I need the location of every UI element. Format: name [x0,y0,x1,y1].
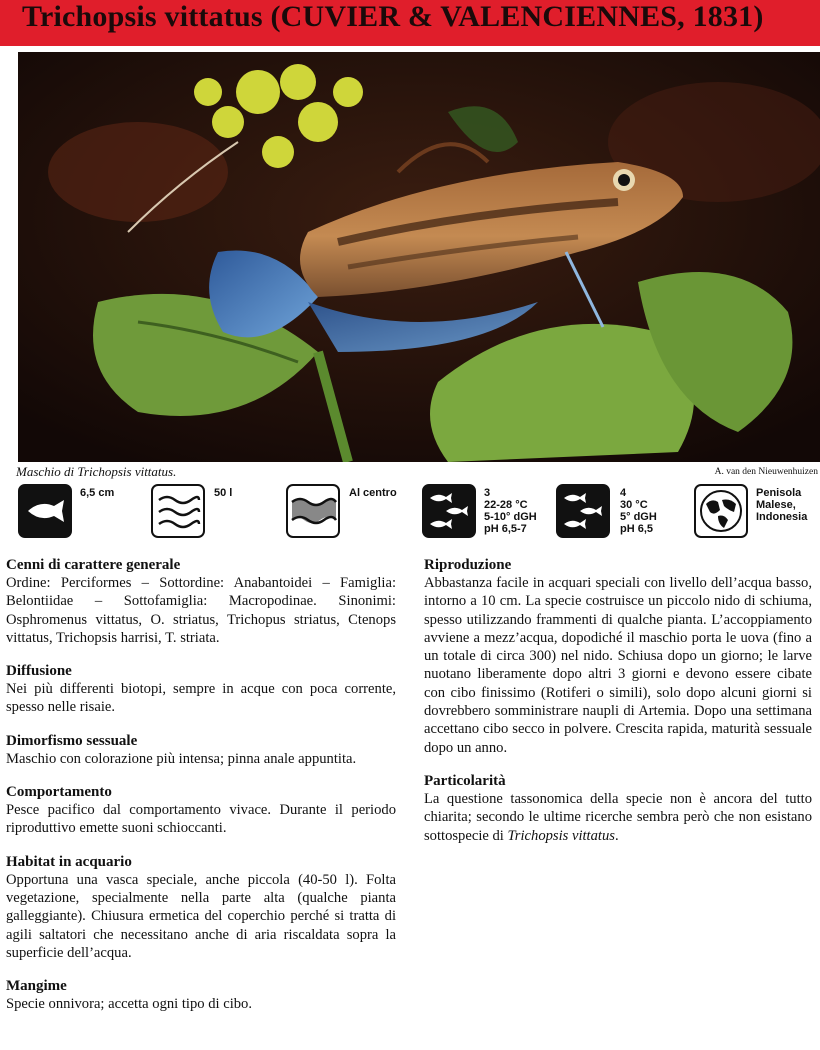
photo-credit: A. van den Nieuwenhuizen [714,467,818,477]
particularity-text-c: . [614,827,619,844]
section-particularity [424,772,812,845]
habitat-heading: Habitat in acquario [6,853,132,870]
right-column [424,556,812,860]
breeding-b-label: 4 30 °C 5° dGH pH 6,5 [620,487,657,535]
breeding-icon [556,484,610,538]
section-behavior [6,783,396,838]
section-habitat [6,853,396,962]
page-title: Trichopsis vittatus (CUVIER & VALENCIENNES, 1831) [22,0,764,33]
breeding-a-label: 3 22-28 °C 5-10° dGH pH 6,5-7 [484,487,537,535]
general-heading: Cenni di carattere generale [6,557,181,573]
size-label: 6,5 cm [80,487,115,499]
behavior-heading: Comportamento [6,784,112,801]
particularity-text [424,790,812,845]
region-label: Penisola Malese, Indonesia [756,487,808,523]
volume-label: 50 l [214,487,233,499]
level-label: Al centro [349,487,397,499]
fish-size-icon [18,484,72,538]
left-column [6,556,396,1028]
section-dimorphism [6,732,396,768]
particularity-heading: Particolarità [424,772,506,789]
food-text: Specie onnivora; accetta ogni tipo di cibo. [6,996,252,1013]
diffusion-heading: Diffusione [6,663,72,680]
section-food [6,977,396,1013]
reproduction-text: Abbastanza facile in acquari speciali con livello dell’acqua basso, intorno a 10 cm. La specie costruisce un piccolo nido di schiuma, spesso utilizzando frammenti di qualche pianta. L’accoppiamento avviene a mezz’acqua, dopodiché il maschio porta le uova (fino a un totale di circa 300) nel nido. Schiusa dopo un giorno; le larve nuotano liberamente dopo altri 3 giorni e devono essere cibate con cibo finissimo (Rotiferi o simili), solo dopo alcuni giorni si dovrebbero somministrare naupli di Artemia. Dopo una settimana accettano cibo secco in polvere. Crescita rapida, maturità sessuale dopo un anno. [424,575,812,756]
particularity-species: Trichopsis vittatus [507,827,615,844]
diffusion-text: Nei più differenti biotopi, sempre in acque con poca corrente, spesso nelle risaie. [6,681,396,716]
particularity-text-a: La questione tassonomica della specie non è ancora del tutto chiarita; secondo le ultime ricerche sembra però che non esistano sottospecie di [424,790,812,844]
info-icons [0,484,820,546]
dimorphism-heading: Dimorfismo sessuale [6,732,138,749]
section-diffusion [6,662,396,717]
photo-caption: Maschio di Trichopsis vittatus. [16,464,177,479]
behavior-text: Pesce pacifico dal comportamento vivace. Durante il periodo riproduttivo emette suoni schioccanti. [6,802,396,837]
temperament-icon [422,484,476,538]
swim-level-icon [286,484,340,538]
food-heading: Mangime [6,978,67,995]
title-bar [0,0,820,46]
habitat-text: Opportuna una vasca speciale, anche piccola (40-50 l). Folta vegetazione, specialmente nella parte alta (qualche pianta galleggiante). Chiusura ermetica del coperchio perché si tratta di agili saltatori che necessitano anche di aria riscaldata sopra la superficie dell’acqua. [6,871,396,961]
fish-photo-illustration [18,52,820,462]
general-text: Ordine: Perciformes – Sottordine: Anabantoidei – Famiglia: Belontiidae – Sottofamiglia: Macropodinae. Sinonimi: Osphromenus vittatus, O. striatus, Trichopus striatus, Ctenops vittatus, Trichopsis harrisi, T. striata. [6,575,396,646]
section-general [6,556,396,647]
tank-volume-icon [151,484,205,538]
reproduction-heading: Riproduzione [424,557,512,573]
fish-photo [18,52,820,462]
section-reproduction [424,556,812,757]
globe-icon [694,484,748,538]
dimorphism-text: Maschio con colorazione più intensa; pinna anale appuntita. [6,750,357,767]
